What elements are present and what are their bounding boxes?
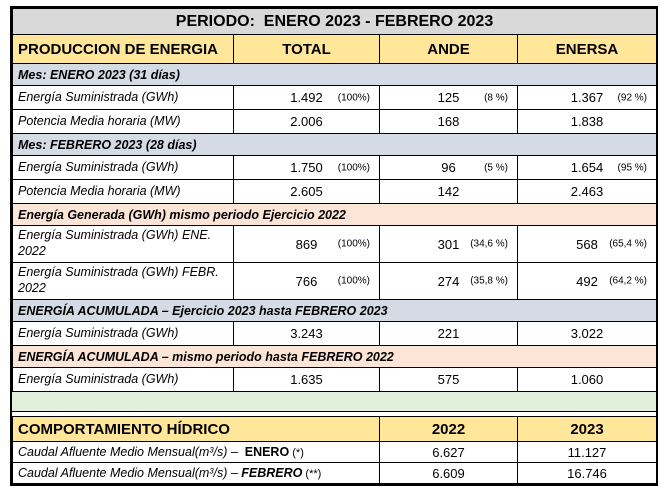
percent: (64,2 %): [609, 275, 647, 287]
section-label: Energía Generada (GWh) mismo periodo Ejercicio 2022: [13, 204, 657, 226]
row-label: Energía Suministrada (GWh): [13, 156, 234, 180]
caudal-footnote-mark: (*): [289, 447, 304, 459]
row-energia-enero: [13, 86, 657, 110]
row-label: Potencia Media horaria (MW): [13, 180, 234, 204]
row-label: Energía Suministrada (GWh) ENE. 2022: [13, 226, 234, 263]
percent: (8 %): [484, 92, 508, 103]
cell-ande: [380, 86, 518, 110]
cell-enersa: 1.838: [518, 110, 657, 134]
cell-enersa: 3.022: [518, 322, 657, 346]
percent: (100%): [337, 238, 370, 250]
section-mes-enero: [13, 64, 657, 86]
section-label: ENERGÍA ACUMULADA – Ejercicio 2023 hasta FEBRERO 2023: [13, 300, 657, 322]
period-title-row: [13, 9, 657, 35]
caudal-footnote-mark: (**): [302, 468, 322, 480]
section-mes-febrero: [13, 134, 657, 156]
row-potencia-enero: [13, 110, 657, 134]
caudal-label-text: Caudal Afluente Medio Mensual(m³/s) –: [18, 445, 245, 459]
row-label: Energía Suministrada (GWh) FEBR. 2022: [13, 263, 234, 300]
cell-enersa: 1.060: [518, 368, 657, 392]
value: 274: [437, 273, 460, 289]
row-acumulada-2022: [13, 368, 657, 392]
period-title: PERIODO: ENERO 2023 - FEBRERO 2023: [13, 9, 657, 35]
value: 301: [437, 236, 460, 252]
caudal-label-text: Caudal Afluente Medio Mensual(m³/s) –: [18, 466, 242, 480]
col-header-2023: 2023: [518, 417, 657, 442]
percent: (100%): [337, 92, 370, 103]
cell-total: 2.605: [234, 180, 380, 204]
row-generada-enero-2022: [13, 226, 657, 263]
cell-total: 2.006: [234, 110, 380, 134]
percent: (100%): [337, 162, 370, 173]
energy-report: [10, 6, 658, 486]
caudal-month: ENERO: [244, 445, 290, 459]
percent: (5 %): [484, 162, 508, 173]
cell-enersa: [518, 226, 657, 263]
percent: (34,6 %): [470, 238, 508, 250]
value: 1.654: [570, 160, 604, 175]
cell-ande: 142: [380, 180, 518, 204]
caudal-month: FEBRERO: [241, 466, 303, 480]
col-header-ande: ANDE: [380, 35, 518, 64]
col-header-2022: 2022: [380, 417, 518, 442]
value: 869: [295, 236, 318, 252]
row-acumulada-2023: [13, 322, 657, 346]
cell-total: [234, 86, 380, 110]
row-label: [13, 442, 380, 463]
percent: (35,8 %): [470, 275, 508, 287]
cell-ande: [380, 263, 518, 300]
section-acumulada-2022: [13, 346, 657, 368]
row-potencia-febrero: [13, 180, 657, 204]
section-acumulada-2023: [13, 300, 657, 322]
col-header-enersa: ENERSA: [518, 35, 657, 64]
cell-enersa: [518, 86, 657, 110]
cell-ande: 575: [380, 368, 518, 392]
cell-ande: 221: [380, 322, 518, 346]
value: 766: [295, 273, 318, 289]
cell-total: 1.635: [234, 368, 380, 392]
cell-ande: [380, 156, 518, 180]
value: 96: [441, 160, 456, 175]
col-header-produccion: PRODUCCION DE ENERGIA: [13, 35, 234, 64]
value: 125: [437, 90, 460, 105]
cell-2022: 6.609: [380, 463, 518, 484]
value: 1.492: [290, 90, 323, 105]
cell-total: [234, 156, 380, 180]
value: 1.367: [570, 90, 604, 105]
hydric-header-row: [13, 417, 657, 442]
row-energia-febrero: [13, 156, 657, 180]
percent: (100%): [337, 275, 370, 287]
cell-enersa: [518, 156, 657, 180]
value: 1.750: [290, 160, 323, 175]
cell-total: 3.243: [234, 322, 380, 346]
col-header-total: TOTAL: [234, 35, 380, 64]
cell-enersa: 2.463: [518, 180, 657, 204]
cell-2023: 11.127: [518, 442, 657, 463]
row-label: Potencia Media horaria (MW): [13, 110, 234, 134]
percent: (95 %): [617, 162, 647, 173]
cell-ande: [380, 226, 518, 263]
row-caudal-febrero: [13, 463, 657, 484]
value: 568: [576, 236, 598, 252]
section-label: Mes: ENERO 2023 (31 días): [13, 64, 657, 86]
row-label: [13, 463, 380, 484]
section-label: Mes: FEBRERO 2023 (28 días): [13, 134, 657, 156]
cell-2023: 16.746: [518, 463, 657, 484]
row-generada-febrero-2022: [13, 263, 657, 300]
hydric-table: [12, 416, 657, 484]
column-header-row: [13, 35, 657, 64]
green-separator-row: [12, 392, 656, 412]
cell-ande: 168: [380, 110, 518, 134]
percent: (92 %): [617, 92, 647, 103]
cell-2022: 6.627: [380, 442, 518, 463]
row-caudal-enero: [13, 442, 657, 463]
row-label: Energía Suministrada (GWh): [13, 368, 234, 392]
percent: (65,4 %): [609, 238, 647, 250]
value: 492: [576, 273, 598, 289]
row-label: Energía Suministrada (GWh): [13, 322, 234, 346]
cell-total: [234, 263, 380, 300]
production-table: [12, 8, 657, 392]
cell-enersa: [518, 263, 657, 300]
section-label: ENERGÍA ACUMULADA – mismo periodo hasta FEBRERO 2022: [13, 346, 657, 368]
cell-total: [234, 226, 380, 263]
section-generada-2022: [13, 204, 657, 226]
row-label: Energía Suministrada (GWh): [13, 86, 234, 110]
hydric-title: COMPORTAMIENTO HÍDRICO: [13, 417, 380, 442]
